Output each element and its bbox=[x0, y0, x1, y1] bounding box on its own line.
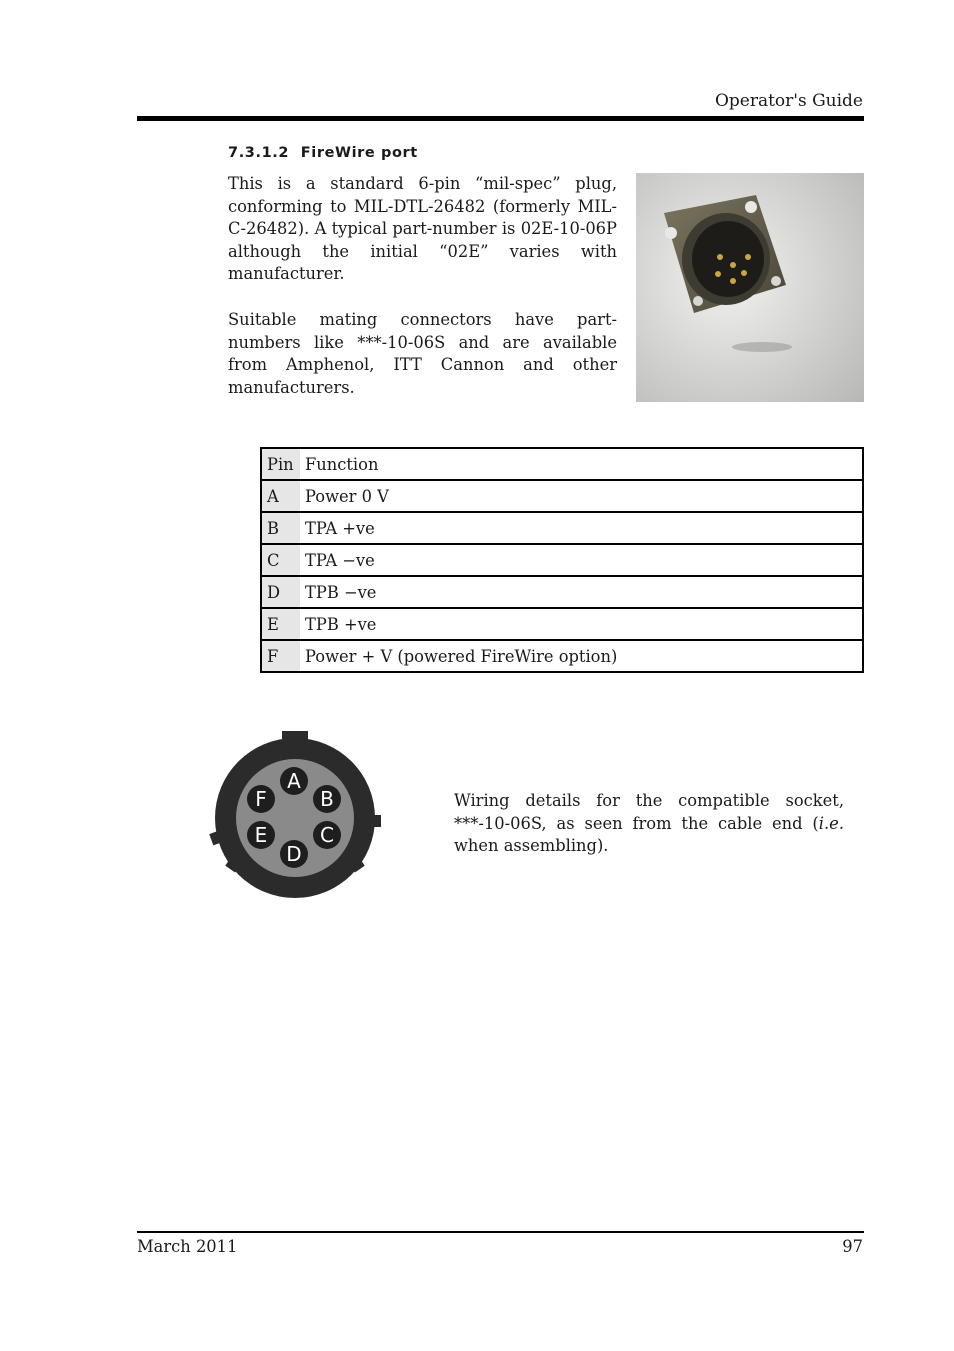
table-header-row bbox=[261, 448, 863, 480]
table-row bbox=[261, 640, 863, 672]
caption-text-end: when assembling). bbox=[454, 836, 609, 856]
socket-wiring-diagram bbox=[205, 728, 385, 900]
mating-connectors-paragraph: Suitable mating connectors have part-numbers like ***-10-06S and are available from Amphenol, ITT Cannon and other manufacturers. bbox=[228, 310, 617, 397]
pin-cell: C bbox=[261, 544, 300, 576]
pin-D bbox=[280, 840, 308, 868]
section-number: 7.3.1.2 bbox=[228, 145, 290, 161]
section-title: FireWire port bbox=[300, 145, 418, 161]
table-row bbox=[261, 576, 863, 608]
socket-shell bbox=[209, 731, 381, 898]
function-header: Function bbox=[300, 448, 863, 480]
pin-F bbox=[247, 785, 275, 813]
pin-cell: A bbox=[261, 480, 300, 512]
pin-label-b: B bbox=[320, 787, 334, 811]
running-header: Operator's Guide bbox=[714, 91, 863, 111]
pin-A bbox=[280, 767, 308, 795]
pin-C bbox=[313, 821, 341, 849]
pin-header: Pin bbox=[261, 448, 300, 480]
caption-text: Wiring details for the compatible socket, ***-10-06S, as seen from the cable end ( bbox=[454, 791, 844, 833]
connector-photo bbox=[636, 173, 864, 402]
pin-cell: E bbox=[261, 608, 300, 640]
pinout-table bbox=[260, 447, 864, 673]
table-row bbox=[261, 512, 863, 544]
function-cell: TPB −ve bbox=[300, 576, 863, 608]
intro-paragraph: This is a standard 6-pin “mil-spec” plug, conforming to MIL-DTL-26482 (formerly MIL-C-26482). A typical part-number is 02E-10-06P although the initial “02E” varies with manufacturer. bbox=[228, 174, 617, 284]
function-cell: Power + V (powered FireWire option) bbox=[300, 640, 863, 672]
pin-label-e: E bbox=[254, 823, 268, 847]
pin-cell: F bbox=[261, 640, 300, 672]
page-number: 97 bbox=[842, 1237, 863, 1256]
footer-rule bbox=[137, 1231, 864, 1233]
table-row bbox=[261, 544, 863, 576]
table-row bbox=[261, 480, 863, 512]
pin-E bbox=[247, 821, 275, 849]
caption-italic: i.e. bbox=[818, 813, 844, 833]
diagram-caption bbox=[454, 790, 844, 858]
function-cell: TPA +ve bbox=[300, 512, 863, 544]
footer-date: March 2011 bbox=[137, 1237, 238, 1256]
table-row bbox=[261, 608, 863, 640]
pin-B bbox=[313, 785, 341, 813]
pin-cell: D bbox=[261, 576, 300, 608]
function-cell: TPB +ve bbox=[300, 608, 863, 640]
pin-label-f: F bbox=[255, 787, 267, 811]
pin-cell: B bbox=[261, 512, 300, 544]
pin-label-c: C bbox=[320, 823, 334, 847]
header-rule bbox=[137, 116, 864, 121]
function-cell: TPA −ve bbox=[300, 544, 863, 576]
pin-label-a: A bbox=[287, 769, 301, 793]
pin-label-d: D bbox=[286, 842, 302, 866]
function-cell: Power 0 V bbox=[300, 480, 863, 512]
section-heading bbox=[228, 145, 418, 161]
